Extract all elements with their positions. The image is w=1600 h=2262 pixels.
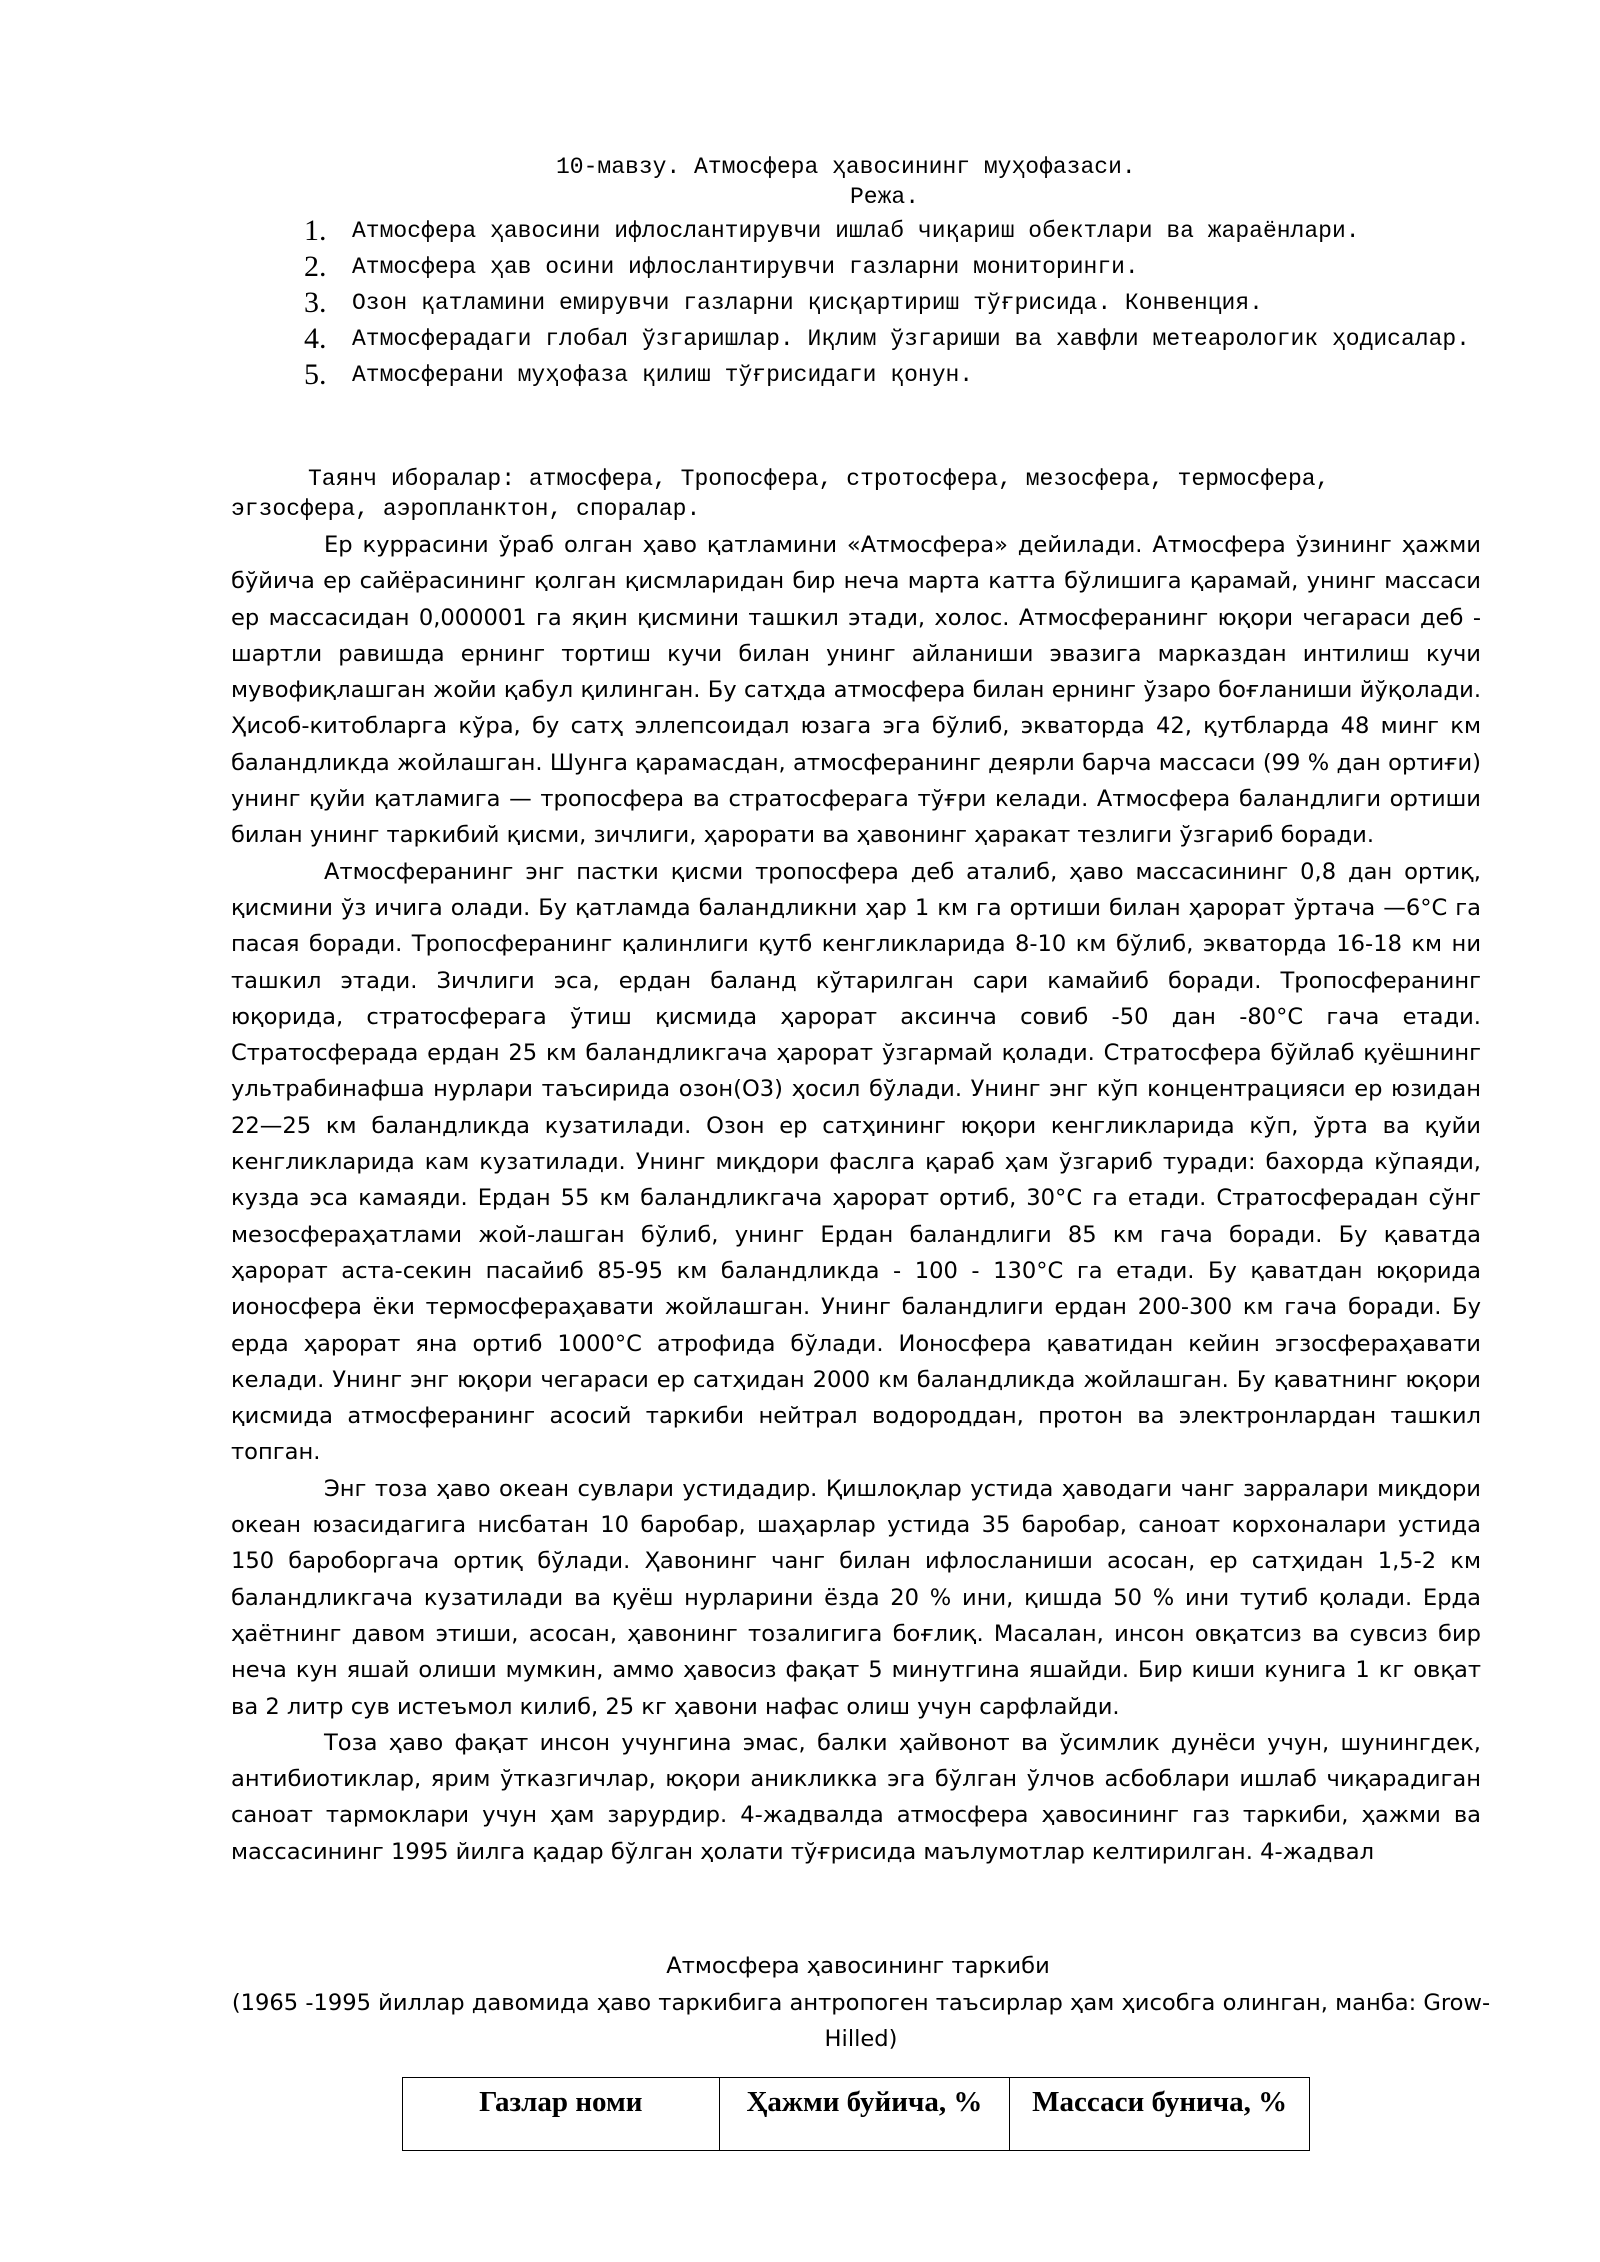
plan-item xyxy=(296,216,1496,246)
plan-item xyxy=(296,288,1496,318)
plan-item-number: 3. xyxy=(304,286,327,319)
table-header-cell: Массаси бунича, % xyxy=(1010,2078,1310,2151)
table-header-cell: Ҳажми буйича, % xyxy=(719,2078,1010,2151)
plan-item-text: Атмосфера ҳав осини ифлослантирувчи газларни мониторинги. xyxy=(352,254,1139,280)
table-subtitle: (1965 -1995 йиллар давомида ҳаво таркибига антропоген таъсирлар ҳам ҳисобга олинган, манба: Grow-Hilled) xyxy=(231,1990,1491,2053)
plan-item xyxy=(296,252,1496,282)
keywords: Таянч иборалар: атмосфера, Тропосфера, стротосфера, мезосфера, термосфера, эгзосфера, аэропланктон, споралар. xyxy=(231,466,1330,522)
paragraph: Ер куррасини ўраб олган ҳаво қатламини «Атмосфера» дейилади. Атмосфера ўзининг ҳажми бўйича ер сайёрасининг қолган қисмларидан бир неча марта катта бўлишига қарамай, унинг массаси ер массасидан 0,000001 га яқин қисмини ташкил этади, холос. Атмосферанинг юқори чегараси деб - шартли равишда ернинг тортиш кучи билан унинг айланиши эвазига марказдан интилиш кучи мувофиқлашган жойи қабул қилинган. Бу сатҳда атмосфера билан ернинг ўзаро боғланиши йўқолади. Ҳисоб-китобларга кўра, бу сатҳ эллепсоидал юзага эга бўлиб, экваторда 42, қутбларда 48 минг км баландликда жойлашган. Шунга қарамасдан, атмосферанинг деярли барча массаси (99 % дан ортиғи) унинг қуйи қатламига — тропосфера ва стратосферага тўғри келади. Атмосфера баландлиги ортиши билан унинг таркибий қисми, зичлиги, ҳарорати ва ҳавонинг ҳаракат тезлиги ўзгариб боради. xyxy=(231,532,1481,849)
plan-item-number: 5. xyxy=(304,358,327,391)
paragraph: Тоза ҳаво фақат инсон учунгина эмас, балки ҳайвонот ва ўсимлик дунёси учун, шунингдек, антибиотиклар, ярим ўтказгичлар, юқори аникликка эга бўлган ўлчов асбоблари ишлаб чиқарадиган саноат тармоклари учун ҳам зарурдир. 4-жадвалда атмосфера ҳавосининг газ таркиби, ҳажми ва массасининг 1995 йилга қадар бўлган ҳолати тўғрисида маълумотлар келтирилган. 4-жадвал xyxy=(231,1729,1481,1865)
plan-item-number: 4. xyxy=(304,322,327,355)
table-header-row xyxy=(403,2078,1310,2151)
plan-item-text: Атмосферадаги глобал ўзгаришлар. Иқлим ўзгариши ва хавфли метеарологик ҳодисалар. xyxy=(352,326,1470,352)
plan-list xyxy=(296,216,1496,396)
body-text xyxy=(231,527,1481,1870)
paragraph: Энг тоза ҳаво океан сувлари устидадир. Қишлоқлар устида ҳаводаги чанг зарралари миқдори океан юзасидагига нисбатан 10 баробар, шаҳарлар устида 35 баробар, саноат корхоналари устида 150 бароборгача ортиқ бўлади. Ҳавонинг чанг билан ифлосланиши асосан, ер сатҳидан 1,5-2 км баландликгача кузатилади ва қуёш нурларини ёзда 20 % ини, қишда 50 % ини тутиб қолади. Ерда ҳаётнинг давом этиши, асосан, ҳавонинг тозалигига боғлиқ. Масалан, инсон овқатсиз ва сувсиз бир неча кун яшай олиши мумкин, аммо ҳавосиз фақат 5 минутгина яшайди. Бир киши кунига 1 кг овқат ва 2 литр сув истеъмол килиб, 25 кг ҳавони нафас олиш учун сарфлайди. xyxy=(231,1475,1481,1720)
page-title: 10-мавзу. Атмосфера ҳавосининг муҳофазаси. xyxy=(556,154,1136,180)
plan-item-text: Атмосферани муҳофаза қилиш тўғрисидаги қонун. xyxy=(352,362,974,388)
plan-item-text: Атмосфера ҳавосини ифлослантирувчи ишлаб чиқариш обектлари ва жараёнлари. xyxy=(352,218,1360,244)
paragraph: Атмосферанинг энг пастки қисми тропосфера деб аталиб, ҳаво массасининг 0,8 дан ортиқ, қисмини ўз ичига олади. Бу қатламда баландликни ҳар 1 км га ортиши билан ҳарорат ўртача —6°С га пасая боради. Тропосферанинг қалинлиги қутб кенгликларида 8-10 км бўлиб, экваторда 16-18 км ни ташкил этади. Зичлиги эса, ердан баланд кўтарилган сари камайиб боради. Тропосферанинг юқорида, стратосферага ўтиш қисмида ҳарорат аксинча совиб -50 дан -80°С гача етади. Стратосферада ердан 25 км баландликгача ҳарорат ўзгармай қолади. Стратосфера бўйлаб қуёшнинг ультрабинафша нурлари таъсирида озон(О3) ҳосил бўлади. Унинг энг кўп концентрацияси ер юзидан 22—25 км баландликда кузатилади. Озон ер сатҳининг юқори кенгликларида кўп, ўрта ва қуйи кенгликларида кам кузатилади. Унинг миқдори фаслга қараб ҳам ўзгариб туради: бахорда кўпаяди, кузда эса камаяди. Ердан 55 км баландликгача ҳарорат ортиб, 30°С га етади. Стратосферадан сўнг мезосфераҳатлами жой-лашган бўлиб, унинг Ердан баландлиги 85 км гача боради. Бу қаватда ҳарорат аста-секин пасайиб 85-95 км баландликда - 100 - 130°С га етади. Бу қаватдан юқорида ионосфера ёки термосфераҳавати жойлашган. Унинг баландлиги ердан 200-300 км гача боради. Бу ерда ҳарорат яна ортиб 1000°С атрофида бўлади. Ионосфера қаватидан кейин эгзосфераҳавати келади. Унинг энг юқори чегараси ер сатҳидан 2000 км баландликда жойлашган. Бу қаватнинг юқори қисмида атмосферанинг асосий таркиби нейтрал водороддан, протон ва электронлардан ташкил топган. xyxy=(231,858,1481,1466)
table-title: Атмосфера ҳавосининг таркиби xyxy=(666,1953,1050,1979)
plan-heading: Режа. xyxy=(850,184,920,210)
plan-item xyxy=(296,360,1496,390)
plan-item-number: 1. xyxy=(304,214,327,247)
table-header-cell: Газлар номи xyxy=(403,2078,720,2151)
plan-item xyxy=(296,324,1496,354)
plan-item-number: 2. xyxy=(304,250,327,283)
plan-item-text: Озон қатламини емирувчи газларни қисқартириш тўғрисида. Конвенция. xyxy=(352,290,1263,316)
gas-composition-table xyxy=(402,2077,1310,2151)
